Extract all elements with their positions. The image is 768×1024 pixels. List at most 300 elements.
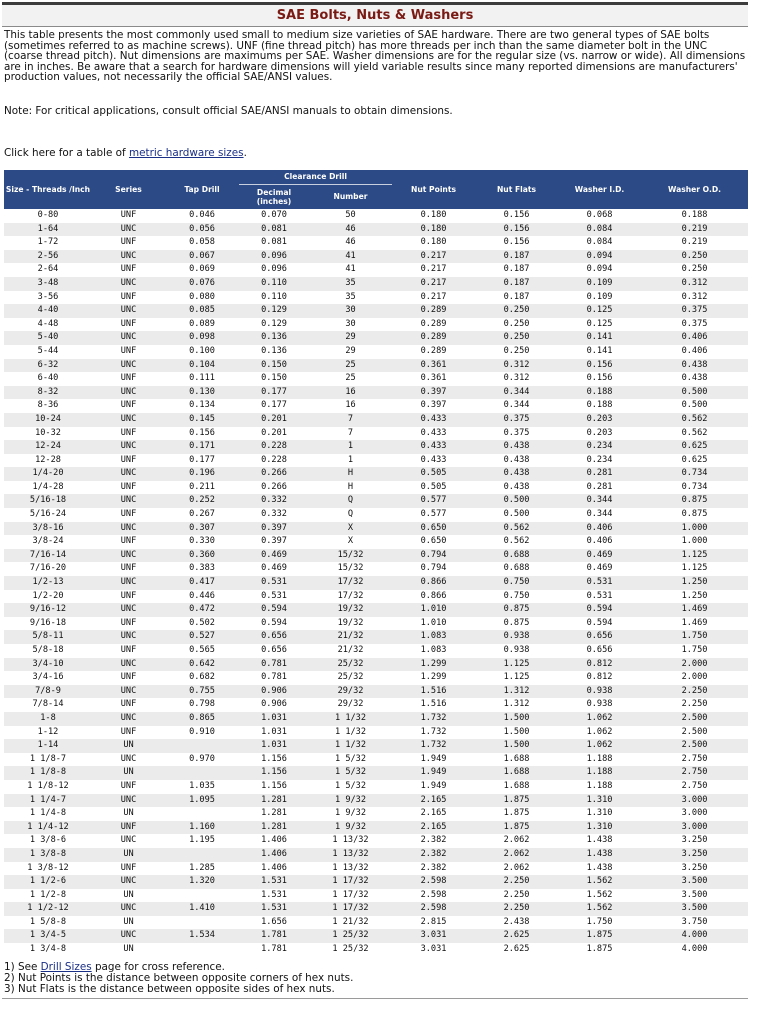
cell-tap-drill xyxy=(165,739,239,753)
cell-series: UNF xyxy=(92,481,165,495)
cell-size: 10-32 xyxy=(4,427,92,441)
table-body xyxy=(4,209,748,957)
cell-size: 1 1/2-6 xyxy=(4,875,92,889)
table-row xyxy=(4,780,748,794)
cell-size: 5/16-18 xyxy=(4,494,92,508)
cell-clearance-decimal: 0.266 xyxy=(239,481,309,495)
cell-series: UNC xyxy=(92,712,165,726)
cell-clearance-decimal: 0.906 xyxy=(239,685,309,699)
cell-tap-drill: 0.383 xyxy=(165,562,239,576)
cell-clearance-number: H xyxy=(309,481,392,495)
cell-nut-flats: 0.375 xyxy=(475,427,558,441)
cell-tap-drill xyxy=(165,848,239,862)
cell-washer-od: 2.500 xyxy=(641,712,748,726)
bottom-divider xyxy=(2,998,748,999)
cell-size: 9/16-18 xyxy=(4,617,92,631)
cell-washer-id: 1.875 xyxy=(558,929,641,943)
cell-nut-points: 1.010 xyxy=(392,603,475,617)
cell-tap-drill: 0.111 xyxy=(165,372,239,386)
cell-size: 3/8-16 xyxy=(4,522,92,536)
cell-series: UNF xyxy=(92,508,165,522)
cell-nut-flats: 0.500 xyxy=(475,494,558,508)
cell-size: 1/2-20 xyxy=(4,590,92,604)
cell-washer-id: 0.084 xyxy=(558,223,641,237)
cell-tap-drill xyxy=(165,889,239,903)
cell-tap-drill: 0.130 xyxy=(165,386,239,400)
cell-tap-drill: 0.100 xyxy=(165,345,239,359)
cell-washer-od: 0.625 xyxy=(641,454,748,468)
cell-washer-id: 0.594 xyxy=(558,617,641,631)
cell-clearance-number: 1 5/32 xyxy=(309,766,392,780)
cell-series: UNF xyxy=(92,236,165,250)
cell-washer-id: 0.938 xyxy=(558,698,641,712)
cell-washer-od: 0.406 xyxy=(641,331,748,345)
cell-washer-id: 1.310 xyxy=(558,821,641,835)
cell-nut-points: 1.732 xyxy=(392,739,475,753)
cell-nut-points: 0.397 xyxy=(392,386,475,400)
cell-washer-od: 1.250 xyxy=(641,576,748,590)
cell-washer-od: 1.750 xyxy=(641,644,748,658)
cell-nut-points: 2.598 xyxy=(392,875,475,889)
table-row xyxy=(4,848,748,862)
cell-tap-drill: 0.046 xyxy=(165,209,239,223)
cell-clearance-decimal: 0.136 xyxy=(239,345,309,359)
cell-nut-flats: 2.250 xyxy=(475,902,558,916)
cell-clearance-decimal: 0.150 xyxy=(239,372,309,386)
cell-washer-od: 3.500 xyxy=(641,875,748,889)
cell-series: UNF xyxy=(92,535,165,549)
table-row xyxy=(4,603,748,617)
cell-tap-drill: 1.195 xyxy=(165,834,239,848)
cell-series: UNC xyxy=(92,386,165,400)
cell-nut-flats: 0.375 xyxy=(475,413,558,427)
cell-clearance-number: 1 9/32 xyxy=(309,807,392,821)
cell-series: UNC xyxy=(92,834,165,848)
cell-washer-id: 0.234 xyxy=(558,454,641,468)
cell-series: UN xyxy=(92,916,165,930)
cell-series: UNC xyxy=(92,304,165,318)
cell-nut-points: 0.794 xyxy=(392,549,475,563)
cell-washer-id: 1.562 xyxy=(558,902,641,916)
cell-nut-points: 0.180 xyxy=(392,236,475,250)
table-row xyxy=(4,508,748,522)
cell-size: 4-40 xyxy=(4,304,92,318)
cell-clearance-number: 25 xyxy=(309,359,392,373)
cell-washer-id: 0.234 xyxy=(558,440,641,454)
cell-clearance-number: 1 xyxy=(309,440,392,454)
cell-clearance-decimal: 1.156 xyxy=(239,780,309,794)
cell-series: UNF xyxy=(92,671,165,685)
cell-size: 12-24 xyxy=(4,440,92,454)
cell-clearance-number: X xyxy=(309,535,392,549)
critical-note: Note: For critical applications, consult official SAE/ANSI manuals to obtain dimensions. xyxy=(4,105,453,117)
cell-clearance-decimal: 0.081 xyxy=(239,223,309,237)
cell-series: UN xyxy=(92,848,165,862)
cell-clearance-decimal: 1.781 xyxy=(239,943,309,957)
cell-washer-od: 4.000 xyxy=(641,943,748,957)
cell-washer-od: 0.250 xyxy=(641,263,748,277)
cell-clearance-decimal: 0.201 xyxy=(239,413,309,427)
title-bar xyxy=(2,2,748,27)
cell-series: UNC xyxy=(92,494,165,508)
footnote-2: 2) Nut Points is the distance between opposite corners of hex nuts. xyxy=(4,972,354,984)
cell-nut-flats: 0.875 xyxy=(475,617,558,631)
cell-washer-od: 3.500 xyxy=(641,889,748,903)
cell-clearance-decimal: 0.397 xyxy=(239,522,309,536)
table-row xyxy=(4,454,748,468)
cell-nut-points: 1.732 xyxy=(392,712,475,726)
cell-clearance-number: 17/32 xyxy=(309,576,392,590)
cell-nut-points: 2.382 xyxy=(392,862,475,876)
cell-tap-drill: 0.798 xyxy=(165,698,239,712)
cell-clearance-decimal: 0.332 xyxy=(239,494,309,508)
footnote-1-prefix: 1) See xyxy=(4,961,41,973)
cell-nut-flats: 0.156 xyxy=(475,236,558,250)
cell-washer-od: 0.734 xyxy=(641,467,748,481)
cell-clearance-number: 17/32 xyxy=(309,590,392,604)
cell-tap-drill: 0.085 xyxy=(165,304,239,318)
cell-washer-od: 1.469 xyxy=(641,617,748,631)
header-clearance-drill: Clearance Drill xyxy=(239,170,392,184)
cell-size: 1/2-13 xyxy=(4,576,92,590)
table-row xyxy=(4,345,748,359)
cell-nut-points: 0.433 xyxy=(392,427,475,441)
cell-tap-drill: 0.970 xyxy=(165,753,239,767)
cell-clearance-number: 1 17/32 xyxy=(309,902,392,916)
cell-size: 7/16-14 xyxy=(4,549,92,563)
cell-series: UN xyxy=(92,943,165,957)
cell-clearance-decimal: 1.406 xyxy=(239,834,309,848)
cell-clearance-decimal: 0.531 xyxy=(239,590,309,604)
cell-clearance-number: 30 xyxy=(309,318,392,332)
cell-tap-drill: 1.285 xyxy=(165,862,239,876)
cell-nut-points: 0.505 xyxy=(392,481,475,495)
cell-washer-id: 0.188 xyxy=(558,399,641,413)
table-row xyxy=(4,862,748,876)
cell-washer-od: 3.250 xyxy=(641,848,748,862)
cell-tap-drill: 0.080 xyxy=(165,291,239,305)
cell-washer-id: 1.188 xyxy=(558,780,641,794)
cell-washer-id: 1.062 xyxy=(558,712,641,726)
table-row xyxy=(4,821,748,835)
cell-washer-od: 4.000 xyxy=(641,929,748,943)
cell-tap-drill: 0.058 xyxy=(165,236,239,250)
cell-series: UNC xyxy=(92,413,165,427)
cell-clearance-number: 1 17/32 xyxy=(309,889,392,903)
table-row xyxy=(4,236,748,250)
cell-washer-id: 1.562 xyxy=(558,875,641,889)
cell-series: UNC xyxy=(92,794,165,808)
table-row xyxy=(4,576,748,590)
cell-clearance-decimal: 0.096 xyxy=(239,263,309,277)
cell-washer-id: 1.188 xyxy=(558,753,641,767)
cell-washer-od: 0.375 xyxy=(641,318,748,332)
cell-washer-od: 1.125 xyxy=(641,549,748,563)
cell-nut-flats: 1.688 xyxy=(475,766,558,780)
cell-size: 3-56 xyxy=(4,291,92,305)
table-row xyxy=(4,590,748,604)
cell-series: UNC xyxy=(92,630,165,644)
cell-clearance-decimal: 0.781 xyxy=(239,658,309,672)
cell-series: UNC xyxy=(92,875,165,889)
cell-clearance-number: 30 xyxy=(309,304,392,318)
cell-washer-od: 2.500 xyxy=(641,726,748,740)
cell-clearance-decimal: 0.594 xyxy=(239,617,309,631)
cell-clearance-number: 1 25/32 xyxy=(309,943,392,957)
cell-clearance-decimal: 0.129 xyxy=(239,304,309,318)
cell-washer-id: 0.068 xyxy=(558,209,641,223)
cell-series: UNC xyxy=(92,223,165,237)
cell-nut-points: 2.382 xyxy=(392,834,475,848)
metric-hardware-link[interactable]: metric hardware sizes xyxy=(128,147,244,159)
cell-nut-flats: 1.875 xyxy=(475,794,558,808)
cell-washer-id: 0.531 xyxy=(558,576,641,590)
cell-tap-drill: 0.104 xyxy=(165,359,239,373)
cell-clearance-number: H xyxy=(309,467,392,481)
cell-size: 1/4-28 xyxy=(4,481,92,495)
cell-clearance-number: 16 xyxy=(309,399,392,413)
cell-clearance-number: 1 25/32 xyxy=(309,929,392,943)
cell-washer-id: 0.469 xyxy=(558,549,641,563)
cell-washer-id: 0.812 xyxy=(558,671,641,685)
drill-sizes-link[interactable]: Drill Sizes xyxy=(40,961,92,973)
cell-series: UN xyxy=(92,739,165,753)
cell-washer-id: 1.438 xyxy=(558,862,641,876)
cell-washer-od: 0.875 xyxy=(641,494,748,508)
cell-nut-flats: 1.312 xyxy=(475,685,558,699)
table-row xyxy=(4,522,748,536)
cell-nut-flats: 0.312 xyxy=(475,359,558,373)
cell-clearance-number: 41 xyxy=(309,250,392,264)
cell-nut-points: 0.217 xyxy=(392,250,475,264)
cell-nut-points: 0.180 xyxy=(392,209,475,223)
cell-washer-od: 0.500 xyxy=(641,399,748,413)
cell-washer-id: 0.203 xyxy=(558,413,641,427)
cell-washer-id: 0.594 xyxy=(558,603,641,617)
cell-nut-flats: 1.688 xyxy=(475,780,558,794)
table-row xyxy=(4,494,748,508)
cell-clearance-number: 1 13/32 xyxy=(309,862,392,876)
cell-nut-flats: 0.250 xyxy=(475,318,558,332)
cell-clearance-decimal: 1.531 xyxy=(239,889,309,903)
cell-clearance-decimal: 0.469 xyxy=(239,562,309,576)
cell-tap-drill: 0.755 xyxy=(165,685,239,699)
cell-clearance-number: 35 xyxy=(309,291,392,305)
cell-washer-id: 0.084 xyxy=(558,236,641,250)
cell-clearance-number: 19/32 xyxy=(309,617,392,631)
cell-size: 5/8-18 xyxy=(4,644,92,658)
cell-series: UNF xyxy=(92,644,165,658)
cell-tap-drill xyxy=(165,943,239,957)
cell-clearance-decimal: 0.081 xyxy=(239,236,309,250)
cell-nut-points: 0.433 xyxy=(392,413,475,427)
cell-washer-id: 0.812 xyxy=(558,658,641,672)
cell-size: 1 3/4-5 xyxy=(4,929,92,943)
cell-size: 1 1/4-7 xyxy=(4,794,92,808)
cell-washer-od: 0.562 xyxy=(641,413,748,427)
cell-washer-od: 3.000 xyxy=(641,807,748,821)
cell-series: UNF xyxy=(92,427,165,441)
cell-clearance-decimal: 0.781 xyxy=(239,671,309,685)
cell-size: 1-14 xyxy=(4,739,92,753)
cell-nut-points: 2.165 xyxy=(392,821,475,835)
cell-nut-points: 2.815 xyxy=(392,916,475,930)
cell-tap-drill: 0.076 xyxy=(165,277,239,291)
cell-tap-drill: 0.156 xyxy=(165,427,239,441)
cell-size: 1 1/2-12 xyxy=(4,902,92,916)
cell-clearance-decimal: 0.070 xyxy=(239,209,309,223)
cell-clearance-number: 46 xyxy=(309,236,392,250)
cell-clearance-number: 1 xyxy=(309,454,392,468)
cell-washer-od: 1.000 xyxy=(641,522,748,536)
cell-washer-id: 0.141 xyxy=(558,331,641,345)
cell-clearance-number: X xyxy=(309,522,392,536)
cell-series: UNF xyxy=(92,726,165,740)
table-row xyxy=(4,712,748,726)
cell-washer-od: 2.750 xyxy=(641,780,748,794)
cell-nut-flats: 0.250 xyxy=(475,345,558,359)
cell-washer-od: 3.000 xyxy=(641,794,748,808)
table-row xyxy=(4,739,748,753)
cell-size: 3-48 xyxy=(4,277,92,291)
cell-nut-points: 2.598 xyxy=(392,902,475,916)
table-row xyxy=(4,753,748,767)
cell-washer-od: 0.625 xyxy=(641,440,748,454)
cell-clearance-decimal: 1.156 xyxy=(239,753,309,767)
cell-nut-flats: 0.438 xyxy=(475,440,558,454)
cell-nut-points: 0.650 xyxy=(392,522,475,536)
cell-nut-points: 0.433 xyxy=(392,454,475,468)
cell-size: 0-80 xyxy=(4,209,92,223)
cell-washer-id: 1.438 xyxy=(558,848,641,862)
cell-clearance-decimal: 0.228 xyxy=(239,440,309,454)
cell-nut-flats: 0.438 xyxy=(475,454,558,468)
cell-clearance-number: 21/32 xyxy=(309,644,392,658)
cell-washer-id: 0.141 xyxy=(558,345,641,359)
cell-clearance-number: 19/32 xyxy=(309,603,392,617)
table-row xyxy=(4,359,748,373)
header-nut-points: Nut Points xyxy=(392,170,475,209)
cell-clearance-number: 1 9/32 xyxy=(309,794,392,808)
table-row xyxy=(4,413,748,427)
cell-washer-od: 3.500 xyxy=(641,902,748,916)
cell-nut-points: 0.505 xyxy=(392,467,475,481)
cell-size: 12-28 xyxy=(4,454,92,468)
cell-nut-points: 1.516 xyxy=(392,685,475,699)
cell-series: UNF xyxy=(92,617,165,631)
cell-clearance-decimal: 0.110 xyxy=(239,291,309,305)
header-nut-flats: Nut Flats xyxy=(475,170,558,209)
cell-series: UNC xyxy=(92,685,165,699)
cell-nut-flats: 2.250 xyxy=(475,889,558,903)
cell-clearance-number: 1 1/32 xyxy=(309,739,392,753)
cell-size: 1 3/8-6 xyxy=(4,834,92,848)
cell-washer-od: 0.562 xyxy=(641,427,748,441)
cell-tap-drill: 1.534 xyxy=(165,929,239,943)
cell-nut-flats: 0.938 xyxy=(475,644,558,658)
cell-clearance-decimal: 1.031 xyxy=(239,726,309,740)
cell-washer-od: 2.000 xyxy=(641,671,748,685)
cell-size: 9/16-12 xyxy=(4,603,92,617)
cell-nut-flats: 1.500 xyxy=(475,726,558,740)
cell-tap-drill: 0.056 xyxy=(165,223,239,237)
cell-nut-flats: 0.688 xyxy=(475,562,558,576)
table-row xyxy=(4,617,748,631)
cell-tap-drill: 0.098 xyxy=(165,331,239,345)
cell-size: 1-12 xyxy=(4,726,92,740)
cell-clearance-decimal: 0.332 xyxy=(239,508,309,522)
cell-clearance-decimal: 0.469 xyxy=(239,549,309,563)
cell-size: 1 1/4-12 xyxy=(4,821,92,835)
cell-nut-points: 2.598 xyxy=(392,889,475,903)
cell-size: 2-56 xyxy=(4,250,92,264)
cell-nut-points: 0.577 xyxy=(392,494,475,508)
cell-size: 5-44 xyxy=(4,345,92,359)
cell-washer-id: 1.750 xyxy=(558,916,641,930)
cell-size: 1 1/4-8 xyxy=(4,807,92,821)
cell-washer-id: 1.062 xyxy=(558,726,641,740)
cell-clearance-number: 1 5/32 xyxy=(309,780,392,794)
header-size: Size - Threads /Inch xyxy=(4,170,92,209)
cell-nut-flats: 0.250 xyxy=(475,331,558,345)
cell-size: 3/4-16 xyxy=(4,671,92,685)
cell-nut-points: 0.217 xyxy=(392,277,475,291)
cell-size: 1-8 xyxy=(4,712,92,726)
cell-washer-od: 1.125 xyxy=(641,562,748,576)
cell-series: UNF xyxy=(92,372,165,386)
cell-size: 1 3/8-8 xyxy=(4,848,92,862)
cell-series: UNF xyxy=(92,345,165,359)
cell-washer-id: 0.109 xyxy=(558,277,641,291)
table-row xyxy=(4,834,748,848)
cell-washer-od: 0.734 xyxy=(641,481,748,495)
cell-size: 5/8-11 xyxy=(4,630,92,644)
cell-tap-drill: 0.865 xyxy=(165,712,239,726)
cell-clearance-number: 1 13/32 xyxy=(309,848,392,862)
cell-nut-flats: 0.438 xyxy=(475,467,558,481)
cell-nut-flats: 0.562 xyxy=(475,535,558,549)
cell-clearance-number: 50 xyxy=(309,209,392,223)
cell-nut-flats: 1.688 xyxy=(475,753,558,767)
cell-nut-flats: 1.125 xyxy=(475,658,558,672)
table-row xyxy=(4,671,748,685)
table-row xyxy=(4,440,748,454)
cell-size: 6-32 xyxy=(4,359,92,373)
cell-size: 5/16-24 xyxy=(4,508,92,522)
table-row xyxy=(4,304,748,318)
cell-clearance-decimal: 1.281 xyxy=(239,821,309,835)
cell-nut-points: 0.794 xyxy=(392,562,475,576)
cell-size: 4-48 xyxy=(4,318,92,332)
cell-nut-flats: 1.500 xyxy=(475,739,558,753)
table-row xyxy=(4,807,748,821)
cell-washer-od: 1.250 xyxy=(641,590,748,604)
cell-washer-od: 2.750 xyxy=(641,766,748,780)
page-title: SAE Bolts, Nuts & Washers xyxy=(276,8,474,23)
cell-nut-flats: 1.125 xyxy=(475,671,558,685)
cell-tap-drill: 0.171 xyxy=(165,440,239,454)
cell-nut-flats: 0.187 xyxy=(475,263,558,277)
cell-tap-drill: 0.472 xyxy=(165,603,239,617)
cell-washer-od: 0.219 xyxy=(641,236,748,250)
table-row xyxy=(4,929,748,943)
cell-nut-flats: 0.187 xyxy=(475,250,558,264)
cell-size: 1-64 xyxy=(4,223,92,237)
cell-nut-flats: 0.938 xyxy=(475,630,558,644)
cell-clearance-decimal: 1.656 xyxy=(239,916,309,930)
cell-clearance-decimal: 0.177 xyxy=(239,386,309,400)
cell-clearance-decimal: 0.136 xyxy=(239,331,309,345)
